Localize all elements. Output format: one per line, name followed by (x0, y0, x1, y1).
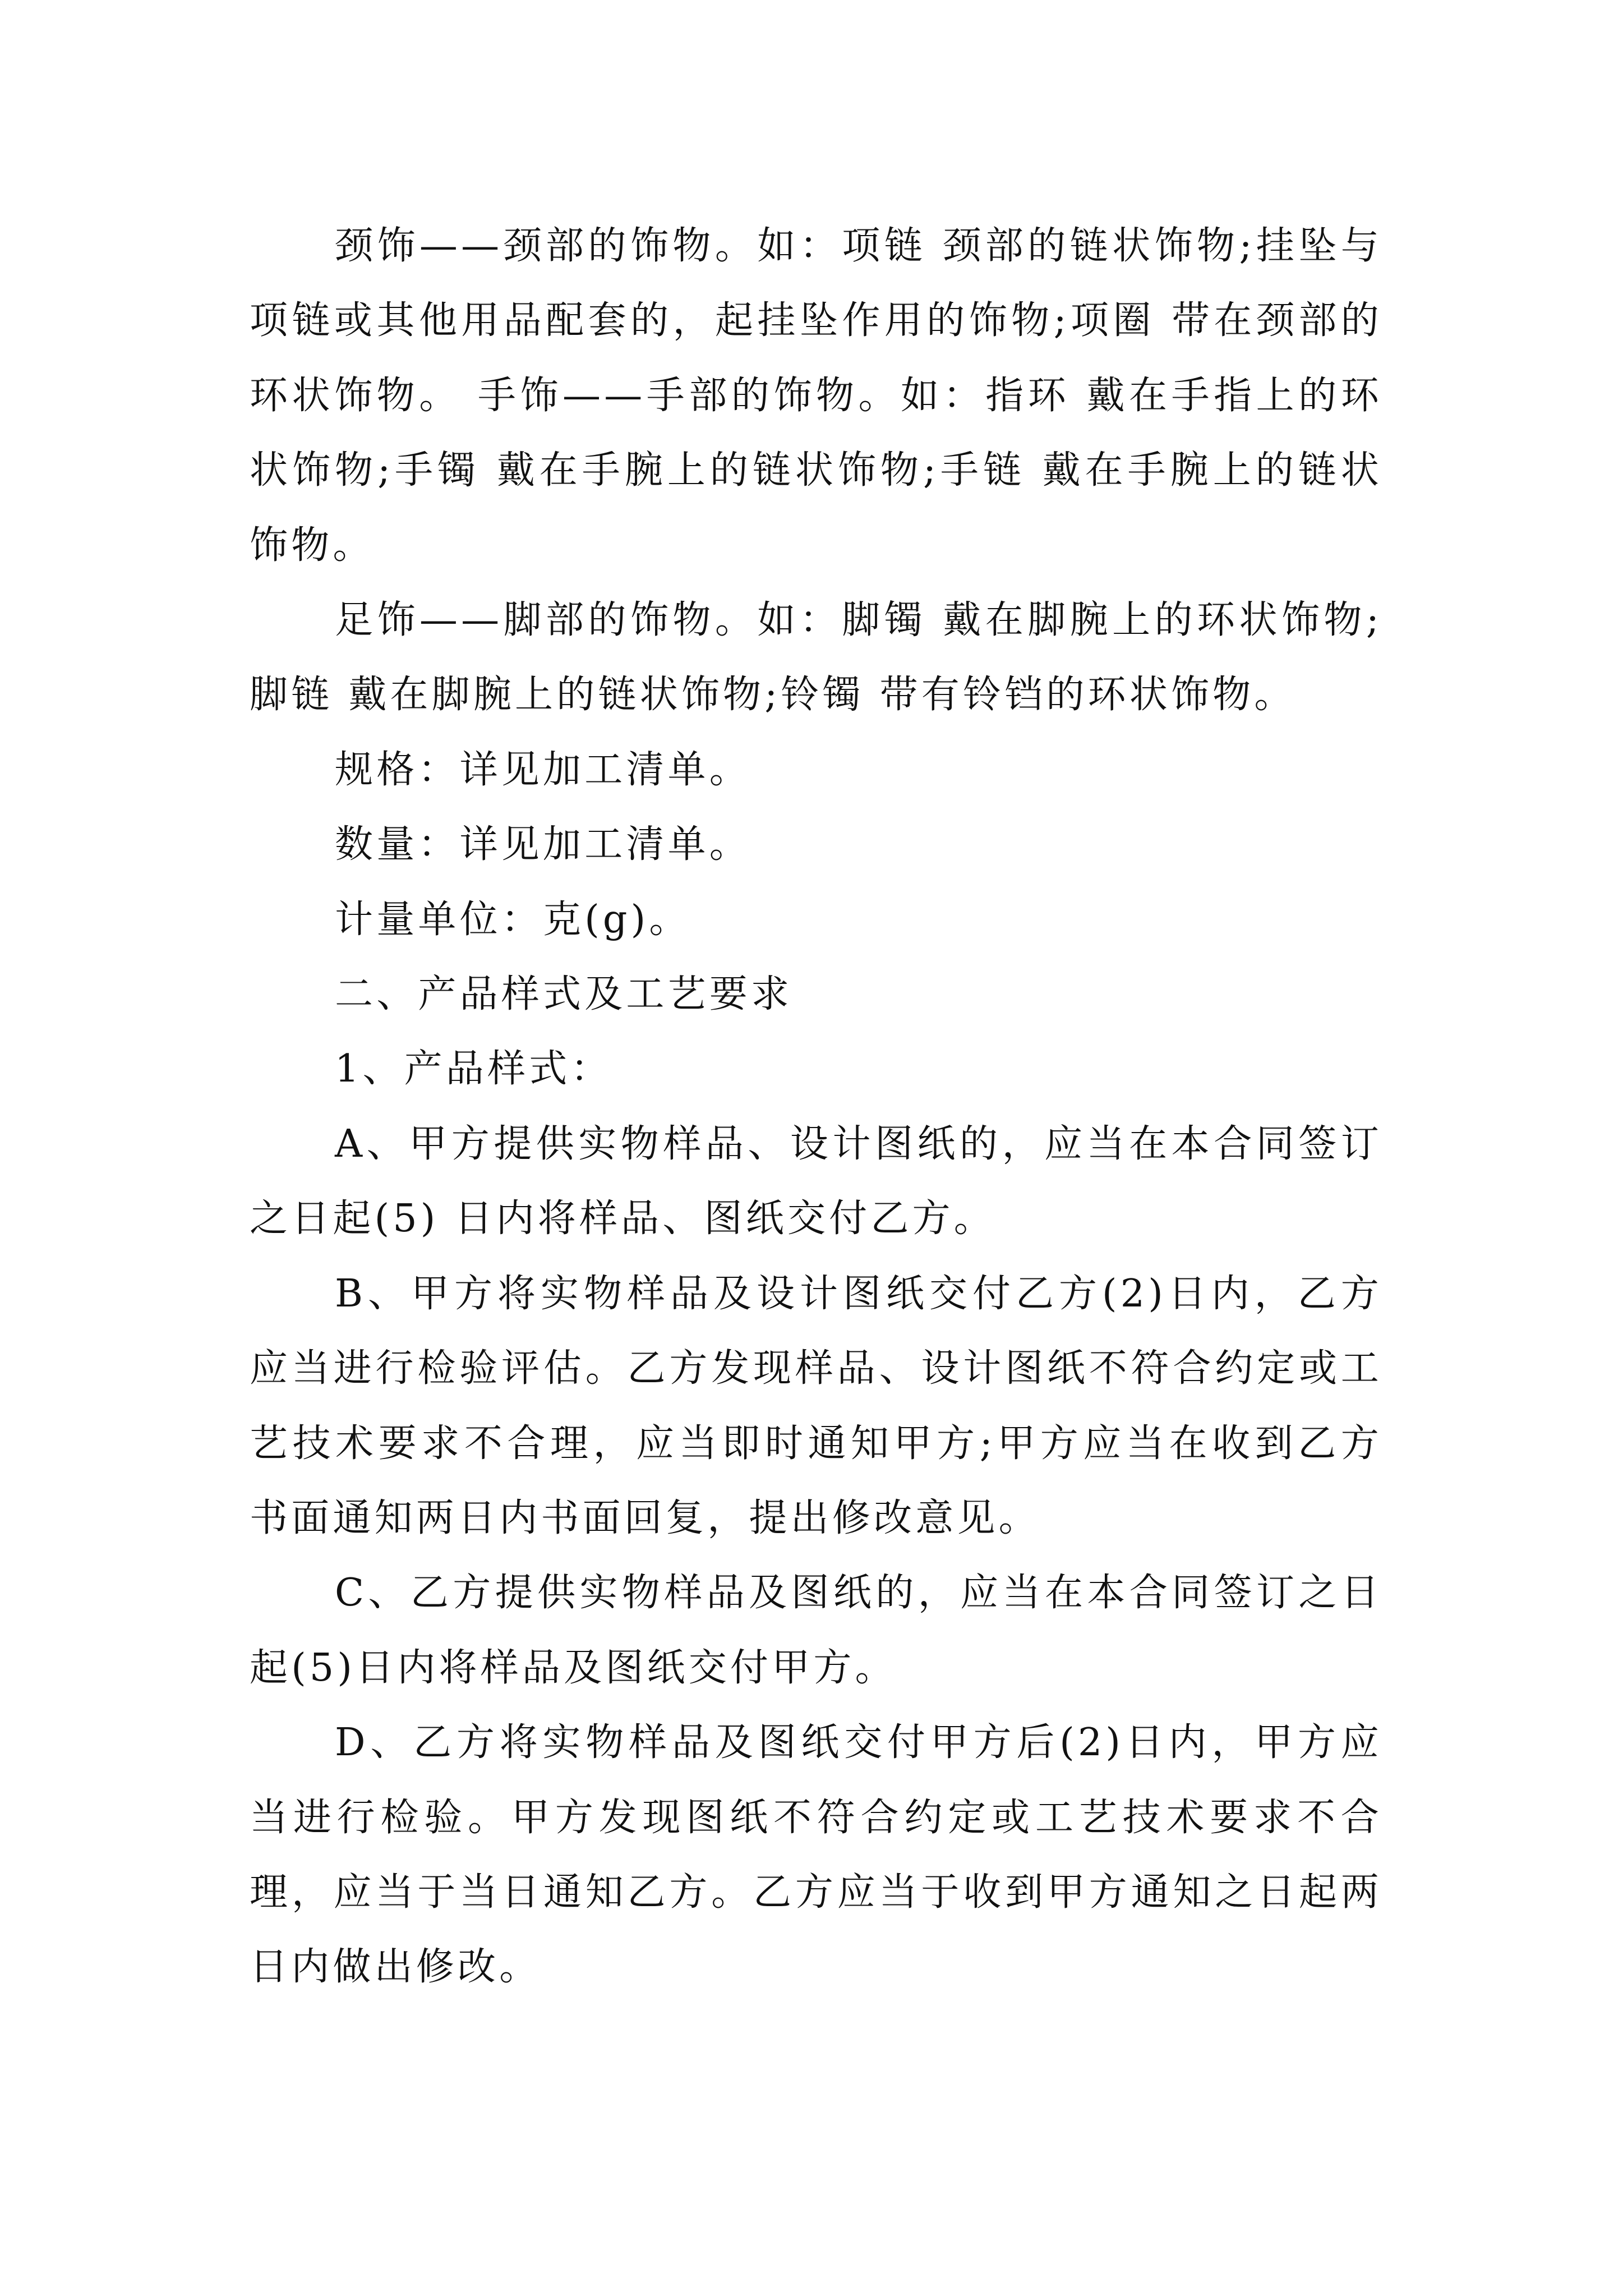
subsection-heading-product-style: 1、产品样式： (335, 1047, 612, 1092)
clause-c: C、乙方提供实物样品及图纸的，应当在本合同签订之日起(5)日内将样品及图纸交付甲方。 (250, 1571, 1382, 1690)
clause-b: B、甲方将实物样品及设计图纸交付乙方(2)日内，乙方应当进行检验评估。乙方发现样品、设计图纸不符合约定或工艺技术要求不合理，应当即时通知甲方;甲方应当在收到乙方书面通知两日内书面回复，提出修改意见。 (250, 1271, 1382, 1540)
clause-d: D、乙方将实物样品及图纸交付甲方后(2)日内，甲方应当进行检验。甲方发现图纸不符合约定或工艺技术要求不合理，应当于当日通知乙方。乙方应当于收到甲方通知之日起两日内做出修改。 (250, 1720, 1382, 1990)
paragraph-neck-and-hand-ornaments: 颈饰——颈部的饰物。如：项链 颈部的链状饰物;挂坠与项链或其他用品配套的，起挂坠作用的饰物;项圈 带在颈部的环状饰物。 手饰——手部的饰物。如：指环 戴在手指上的环状饰物;手镯 戴在手腕上的链状饰物;手链 戴在手腕上的链状饰物。 (250, 224, 1382, 568)
paragraph-quantity: 数量：详见加工清单。 (335, 822, 751, 867)
paragraph-unit: 计量单位：克(g)。 (335, 897, 691, 942)
clause-a: A、甲方提供实物样品、设计图纸的，应当在本合同签订之日起(5) 日内将样品、图纸交付乙方。 (250, 1121, 1382, 1241)
document-body (250, 209, 1382, 2005)
paragraph-foot-ornaments: 足饰——脚部的饰物。如：脚镯 戴在脚腕上的环状饰物;脚链 戴在脚腕上的链状饰物;铃镯 带有铃铛的环状饰物。 (250, 598, 1382, 717)
paragraph-specification: 规格：详见加工清单。 (335, 747, 751, 792)
section-heading-style-and-process: 二、产品样式及工艺要求 (335, 972, 793, 1017)
